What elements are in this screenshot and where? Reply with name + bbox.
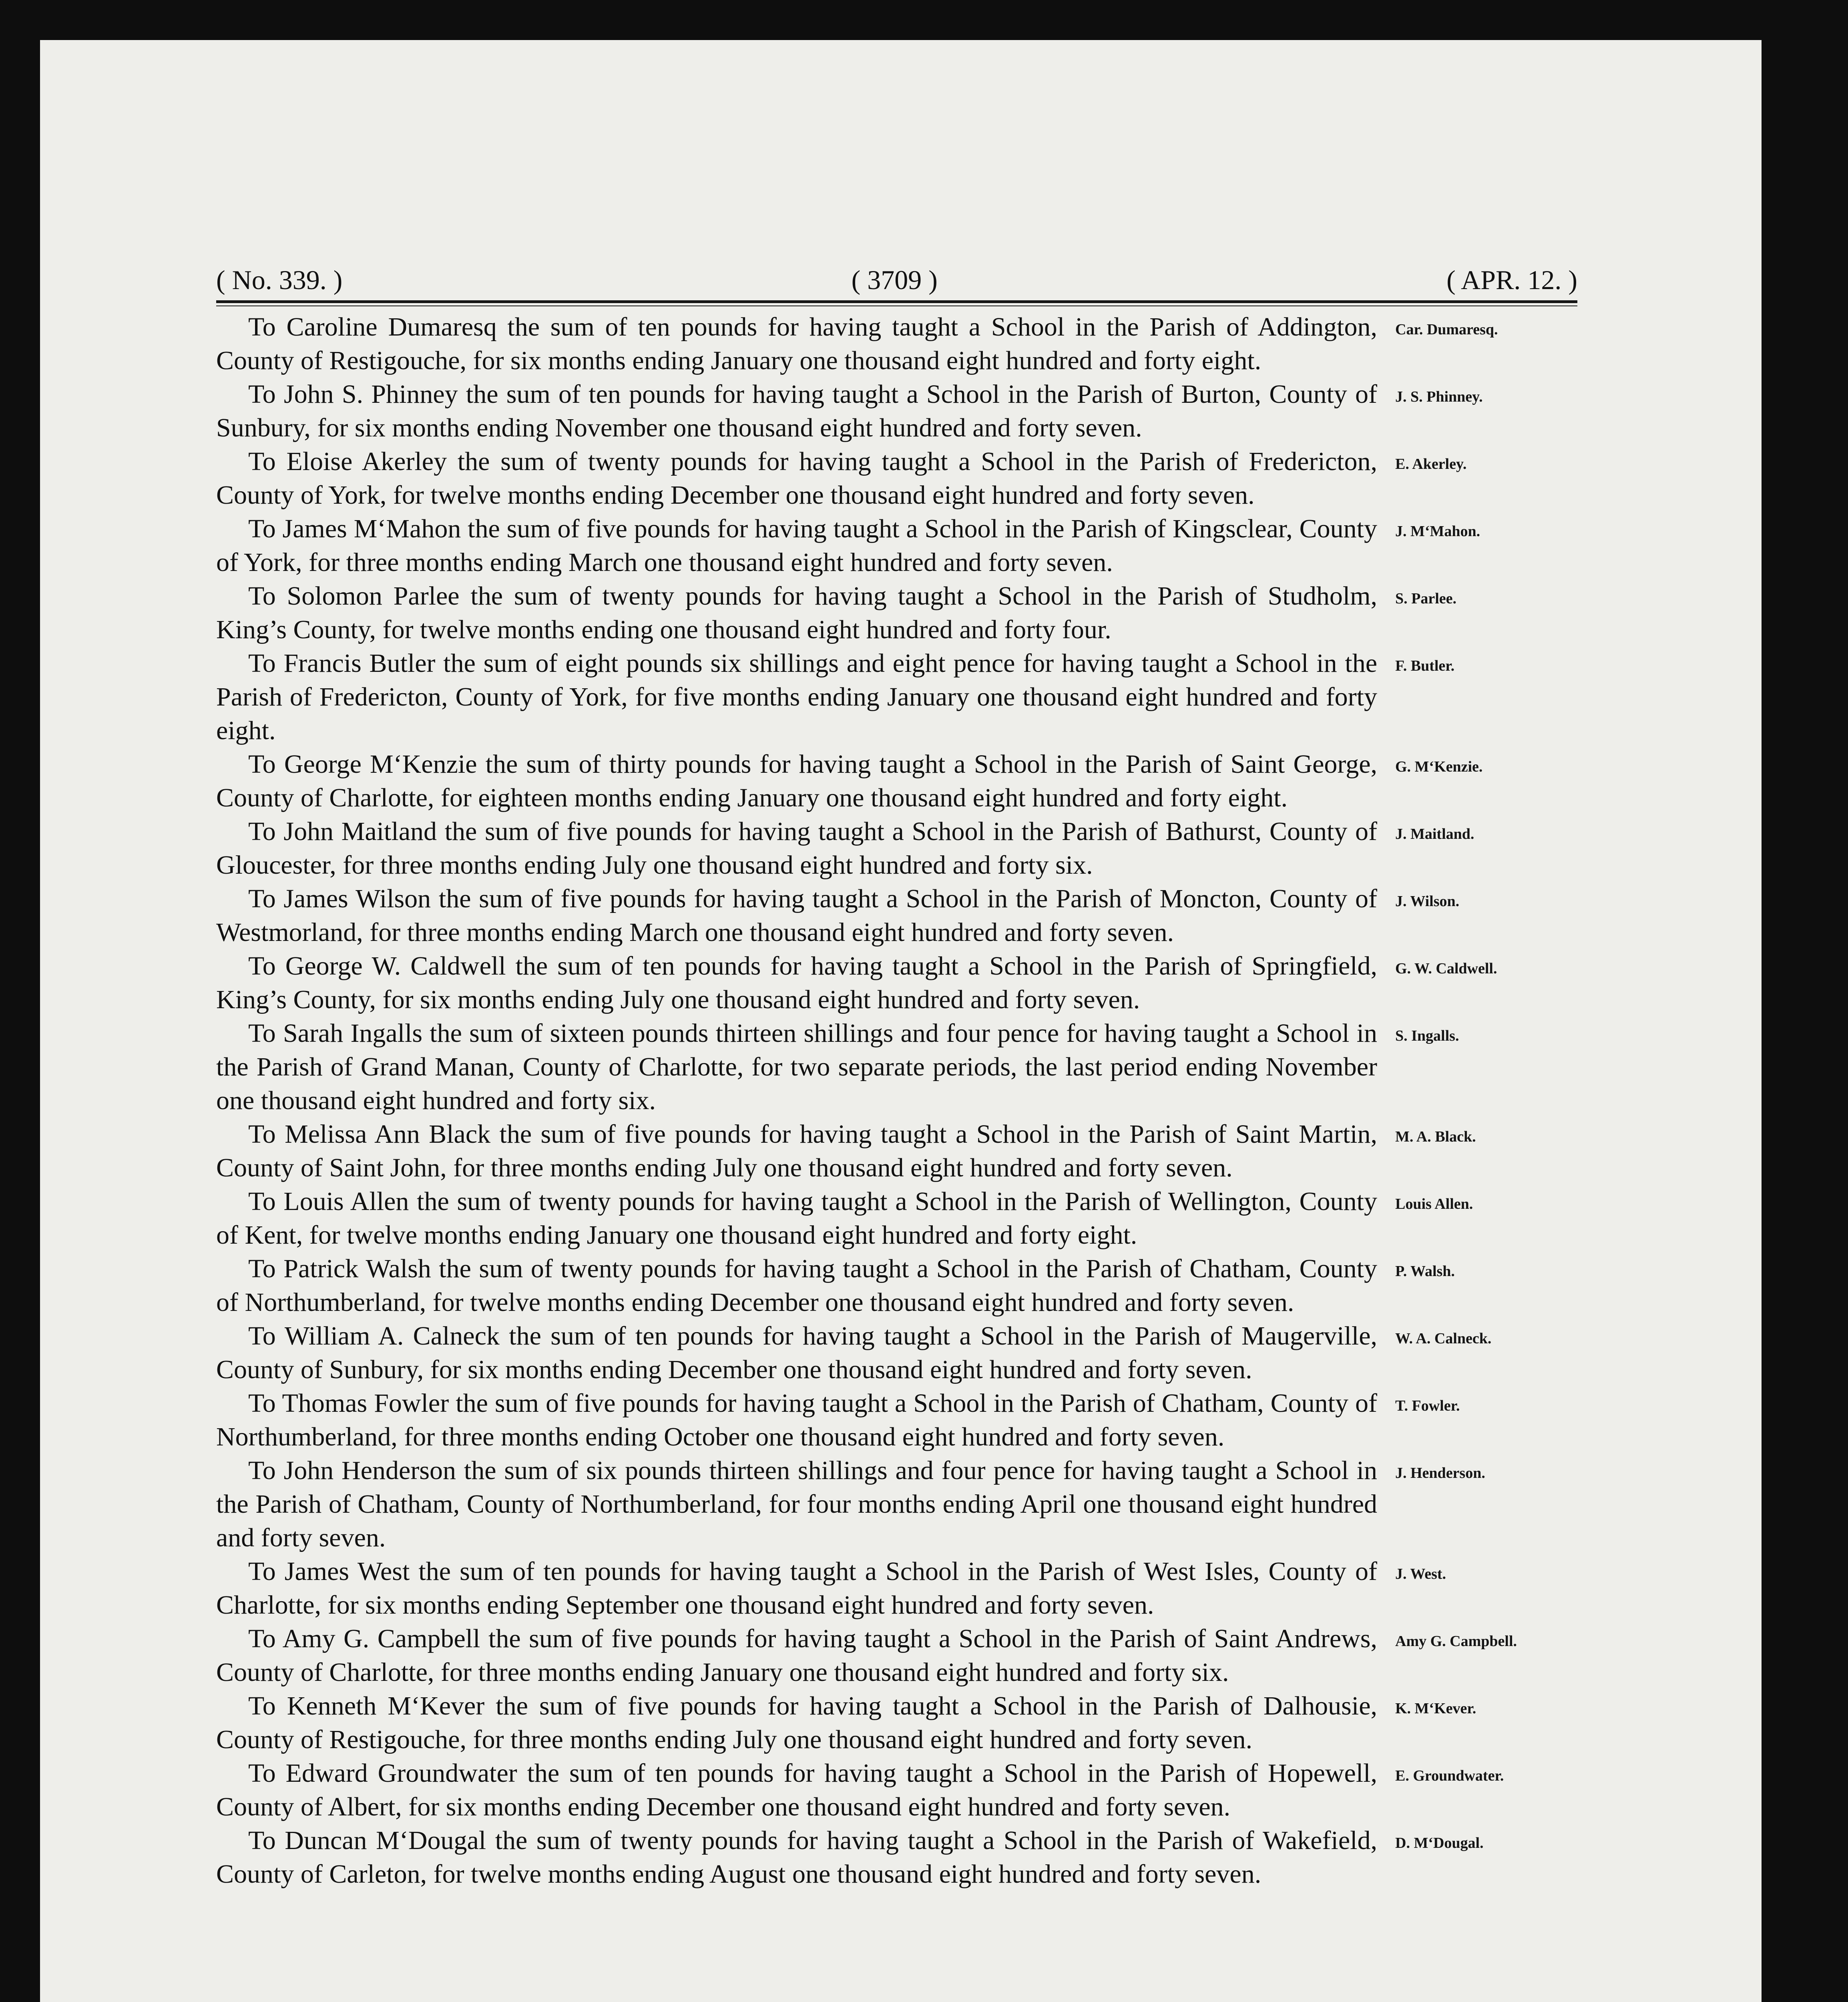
entry-paragraph (216, 949, 1497, 1017)
page-content (216, 264, 1577, 1891)
margin-note: J. S. Phinney. (1395, 388, 1483, 405)
margin-note: P. Walsh. (1395, 1263, 1455, 1280)
entry-paragraph (216, 1319, 1492, 1387)
page-header (216, 264, 1577, 293)
entry-paragraph (216, 882, 1460, 949)
entry-text: To John S. Phinney the sum of ten pounds for having taught a School in the Parish of Burton, County of Sunbury, for six months ending November one thousand eight hundred and forty seven. (216, 380, 1377, 442)
entry-text: To Louis Allen the sum of twenty pounds for having taught a School in the Parish of Wellington, County of Kent, for twelve months ending January one thousand eight hundred and forty eight. (216, 1187, 1377, 1250)
entry-text: To William A. Calneck the sum of ten pounds for having taught a School in the Parish of Maugerville, County of Sunbury, for six months ending December one thousand eight hundred and forty seven. (216, 1321, 1377, 1384)
entry-paragraph (216, 579, 1457, 647)
margin-note: J. Henderson. (1395, 1465, 1485, 1481)
entry-paragraph (216, 748, 1483, 815)
entry-paragraph (216, 1757, 1504, 1824)
margin-note: J. Maitland. (1395, 826, 1474, 842)
margin-note: G. M‘Kenzie. (1395, 758, 1483, 775)
entry-paragraph (216, 815, 1474, 882)
entry-paragraph (216, 1689, 1476, 1757)
entry-text: To Solomon Parlee the sum of twenty pounds for having taught a School in the Parish of Studholm, King’s County, for twelve months ending one thousand eight hundred and forty four. (216, 581, 1377, 644)
entry-paragraph (216, 1387, 1460, 1454)
entry-text: To Caroline Dumaresq the sum of ten pounds for having taught a School in the Parish of Addington, County of Restigouche, for six months ending January one thousand eight hundred and forty eight. (216, 312, 1377, 375)
entries-list (216, 310, 1577, 1891)
entry-paragraph (216, 1185, 1473, 1252)
entry-paragraph (216, 512, 1480, 579)
margin-note: K. M‘Kever. (1395, 1700, 1476, 1717)
entry-paragraph (216, 1454, 1485, 1555)
entry-text: To John Henderson the sum of six pounds thirteen shillings and four pence for having taught a School in the Parish of Chatham, County of Northumberland, for four months ending April one thousand eight hundred and forty seven. (216, 1456, 1377, 1552)
margin-note: J. West. (1395, 1566, 1446, 1582)
margin-note: E. Akerley. (1395, 456, 1467, 472)
margin-note: Amy G. Campbell. (1395, 1633, 1517, 1650)
document-number: ( No. 339. ) (216, 265, 343, 295)
entry-text: To Francis Butler the sum of eight pounds six shillings and eight pence for having taught a School in the Parish of Fredericton, County of York, for five months ending January one thousand eight hundred and forty eight. (216, 649, 1377, 745)
entry-text: To James M‘Mahon the sum of five pounds for having taught a School in the Parish of Kingsclear, County of York, for three months ending March one thousand eight hundred and forty seven. (216, 514, 1377, 577)
entry-paragraph (216, 1252, 1455, 1319)
entry-paragraph (216, 1622, 1517, 1689)
entry-text: To James West the sum of ten pounds for having taught a School in the Parish of West Isles, County of Charlotte, for six months ending September one thousand eight hundred and forty seven. (216, 1557, 1377, 1620)
entry-paragraph (216, 1555, 1446, 1622)
entry-paragraph (216, 378, 1483, 445)
entry-text: To Amy G. Campbell the sum of five pounds for having taught a School in the Parish of Saint Andrews, County of Charlotte, for three months ending January one thousand eight hundred and forty six. (216, 1624, 1377, 1687)
margin-note: G. W. Caldwell. (1395, 960, 1497, 977)
margin-note: E. Groundwater. (1395, 1767, 1504, 1784)
entry-paragraph (216, 647, 1455, 748)
entry-text: To John Maitland the sum of five pounds for having taught a School in the Parish of Bathurst, County of Gloucester, for three months ending July one thousand eight hundred and forty six. (216, 817, 1377, 880)
margin-note: S. Ingalls. (1395, 1027, 1459, 1044)
margin-note: D. M‘Dougal. (1395, 1835, 1484, 1851)
header-rule (216, 300, 1577, 306)
entry-text: To Melissa Ann Black the sum of five pounds for having taught a School in the Parish of Saint Martin, County of Saint John, for three months ending July one thousand eight hundred and forty seven. (216, 1120, 1377, 1182)
margin-note: W. A. Calneck. (1395, 1330, 1492, 1347)
margin-note: J. M‘Mahon. (1395, 523, 1480, 540)
entry-paragraph (216, 445, 1467, 512)
margin-note: S. Parlee. (1395, 590, 1457, 607)
margin-note: Car. Dumaresq. (1395, 321, 1498, 338)
page-number: ( 3709 ) (851, 265, 938, 295)
entry-text: To Kenneth M‘Kever the sum of five pounds for having taught a School in the Parish of Dalhousie, County of Restigouche, for three months ending July one thousand eight hundred and forty seven. (216, 1691, 1377, 1754)
entry-text: To George W. Caldwell the sum of ten pounds for having taught a School in the Parish of Springfield, King’s County, for six months ending July one thousand eight hundred and forty seven. (216, 951, 1377, 1014)
margin-note: Louis Allen. (1395, 1196, 1473, 1212)
entry-paragraph (216, 1824, 1484, 1891)
entry-paragraph (216, 1017, 1459, 1118)
entry-text: To Patrick Walsh the sum of twenty pounds for having taught a School in the Parish of Chatham, County of Northumberland, for twelve months ending December one thousand eight hundred and forty seven. (216, 1254, 1377, 1317)
margin-note: T. Fowler. (1395, 1397, 1460, 1414)
document-date: ( APR. 12. ) (1446, 265, 1577, 295)
entry-text: To George M‘Kenzie the sum of thirty pounds for having taught a School in the Parish of Saint George, County of Charlotte, for eighteen months ending January one thousand eight hundred and forty eight. (216, 750, 1377, 812)
entry-text: To Eloise Akerley the sum of twenty pounds for having taught a School in the Parish of Fredericton, County of York, for twelve months ending December one thousand eight hundred and forty seven. (216, 447, 1377, 510)
document-page (40, 40, 1762, 2002)
entry-paragraph (216, 310, 1498, 378)
margin-note: F. Butler. (1395, 657, 1455, 674)
entry-text: To Duncan M‘Dougal the sum of twenty pounds for having taught a School in the Parish of Wakefield, County of Carleton, for twelve months ending August one thousand eight hundred and forty seven. (216, 1826, 1377, 1889)
entry-text: To Edward Groundwater the sum of ten pounds for having taught a School in the Parish of Hopewell, County of Albert, for six months ending December one thousand eight hundred and forty seven. (216, 1759, 1377, 1821)
entry-text: To Sarah Ingalls the sum of sixteen pounds thirteen shillings and four pence for having taught a School in the Parish of Grand Manan, County of Charlotte, for two separate periods, the last period ending November one thousand eight hundred and forty six. (216, 1019, 1377, 1115)
entry-paragraph (216, 1118, 1476, 1185)
margin-note: J. Wilson. (1395, 893, 1460, 910)
margin-note: M. A. Black. (1395, 1128, 1476, 1145)
entry-text: To James Wilson the sum of five pounds for having taught a School in the Parish of Moncton, County of Westmorland, for three months ending March one thousand eight hundred and forty seven. (216, 884, 1377, 947)
entry-text: To Thomas Fowler the sum of five pounds for having taught a School in the Parish of Chatham, County of Northumberland, for three months ending October one thousand eight hundred and forty seven. (216, 1389, 1377, 1451)
